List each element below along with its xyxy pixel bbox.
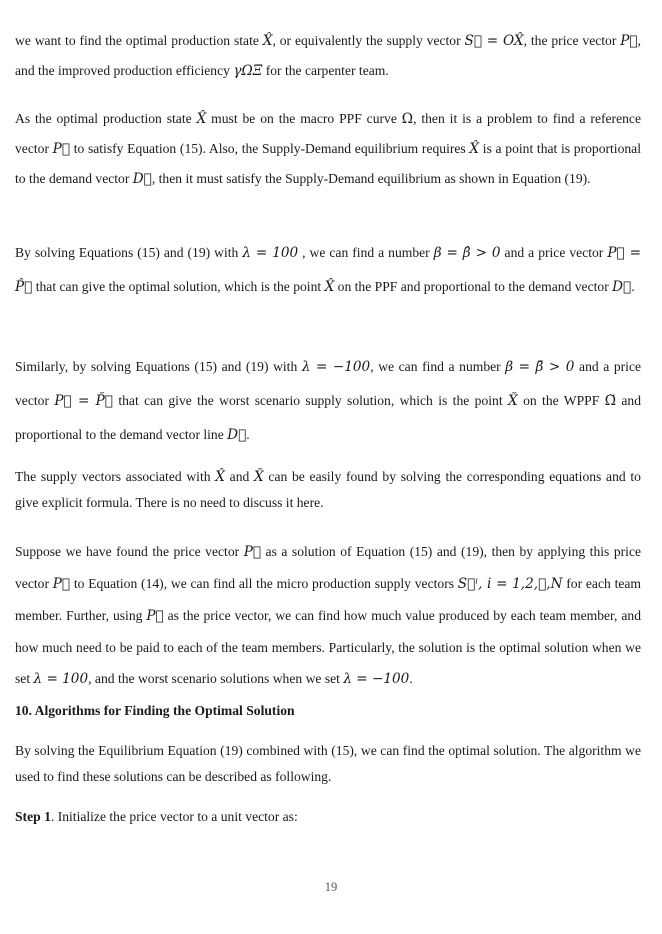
text: .	[246, 427, 250, 442]
math-lambda: λ = −100	[301, 359, 371, 375]
math-demand-vector: D⃗	[132, 171, 152, 187]
text: that can give the optimal solution, which is the point	[35, 279, 322, 294]
math-lambda: λ = −100	[343, 671, 410, 687]
paragraph-2	[15, 104, 641, 194]
text: and a price vector	[15, 359, 642, 408]
text: , we can find a number	[302, 245, 430, 260]
text: , and the worst scenario solutions when we set	[88, 671, 340, 686]
text: .	[631, 279, 635, 294]
math-beta: β = β̂ > 0	[433, 245, 501, 261]
paragraph-6	[15, 536, 641, 695]
math-demand-vector: D⃗	[227, 427, 247, 443]
text: , and the improved production efficiency	[15, 33, 641, 78]
math-gamma: γΩΞ	[233, 63, 263, 79]
math-x-breve: X̆	[254, 469, 264, 485]
text: By solving Equations (15) and (19) with	[15, 245, 239, 260]
step-1	[15, 806, 298, 828]
text: on the PPF and proportional to the demand vector	[337, 279, 609, 294]
text: and	[229, 469, 250, 484]
math-price-vector: P⃗	[52, 141, 70, 157]
section-heading: 10. Algorithms for Finding the Optimal Solution	[15, 703, 295, 718]
text: for the carpenter team.	[265, 63, 389, 78]
text: .	[409, 671, 413, 686]
paragraph-1	[15, 26, 641, 86]
math-micro-supply-vectors: S⃗ⁱ, i = 1,2,⋯,N	[457, 576, 563, 592]
text: as a solution of Equation (15) and (19), then by applying this price vector	[15, 544, 642, 591]
math-supply-vector: S⃗ = OX̂	[464, 33, 524, 49]
text: , we can find a number	[370, 359, 501, 374]
step-label: Step 1	[15, 809, 51, 824]
text: Similarly, by solving Equations (15) and (19) with	[15, 359, 298, 374]
text: can be easily found by solving the corresponding equations and to give explicit formula. There is no need to discuss it here.	[15, 469, 641, 510]
paragraph-5	[15, 464, 641, 516]
text: Suppose we have found the price vector	[15, 544, 240, 559]
math-price-eq: P⃗ = P̆⃗	[54, 393, 113, 409]
math-omega-breve: Ω̆	[604, 393, 616, 409]
math-x-breve: X̆	[508, 393, 518, 409]
text: is a point that is proportional to the demand vector	[15, 141, 641, 186]
math-demand-vector: D⃗	[612, 279, 632, 295]
text: , then it is a problem to find a reference vector	[15, 111, 641, 156]
step-text: . Initialize the price vector to a unit vector as:	[50, 809, 298, 824]
math-omega: Ω	[401, 111, 414, 127]
text: and proportional to the demand vector line	[15, 393, 642, 442]
math-lambda: λ = 100	[242, 245, 299, 261]
math-price-vector: P⃗	[620, 33, 638, 49]
text: , or equivalently the supply vector	[272, 33, 461, 48]
text: to Equation (14), we can find all the micro production supply vectors	[73, 576, 455, 591]
math-x-hat: X̂	[262, 33, 273, 49]
paragraph-3	[15, 236, 641, 304]
page-number: 19	[324, 880, 338, 894]
text: and a price vector	[504, 245, 604, 260]
math-price-vector: P⃗	[146, 608, 164, 624]
text: for each team member. Further, using	[15, 576, 641, 623]
math-x-hat: X̂	[196, 111, 207, 127]
math-x-hat: X̂	[215, 469, 225, 485]
math-x-hat: X̂	[469, 141, 480, 157]
math-price-eq: P⃗ = P̂⃗	[15, 245, 641, 295]
text: that can give the worst scenario supply solution, which is the point	[118, 393, 503, 408]
text: on the WPPF	[523, 393, 600, 408]
text: must be on the macro PPF curve	[211, 111, 397, 126]
paragraph-7: By solving the Equilibrium Equation (19) combined with (15), we can find the optimal solution. The algorithm we used to find these solutions can be described as following.	[15, 743, 641, 784]
math-x-hat: X̂	[324, 279, 335, 295]
text: to satisfy Equation (15). Also, the Supply-Demand equilibrium requires	[73, 141, 466, 156]
text: The supply vectors associated with	[15, 469, 211, 484]
text: , then it must satisfy the Supply-Demand equilibrium as shown in Equation (19).	[151, 171, 591, 186]
text: , the price vector	[523, 33, 617, 48]
text: we want to find the optimal production state	[15, 33, 259, 48]
math-price-vector: P⃗	[243, 544, 261, 560]
math-lambda: λ = 100	[33, 671, 89, 687]
math-beta: β = β̆ > 0	[505, 359, 575, 375]
text: As the optimal production state	[15, 111, 192, 126]
paragraph-4	[15, 350, 641, 452]
text: as the price vector, we can find how much value produced by each team member, and how much need to be paid to each of the team members. Particularly, the solution is the optimal solution when we set	[15, 608, 641, 686]
math-price-vector: P⃗	[52, 576, 71, 592]
